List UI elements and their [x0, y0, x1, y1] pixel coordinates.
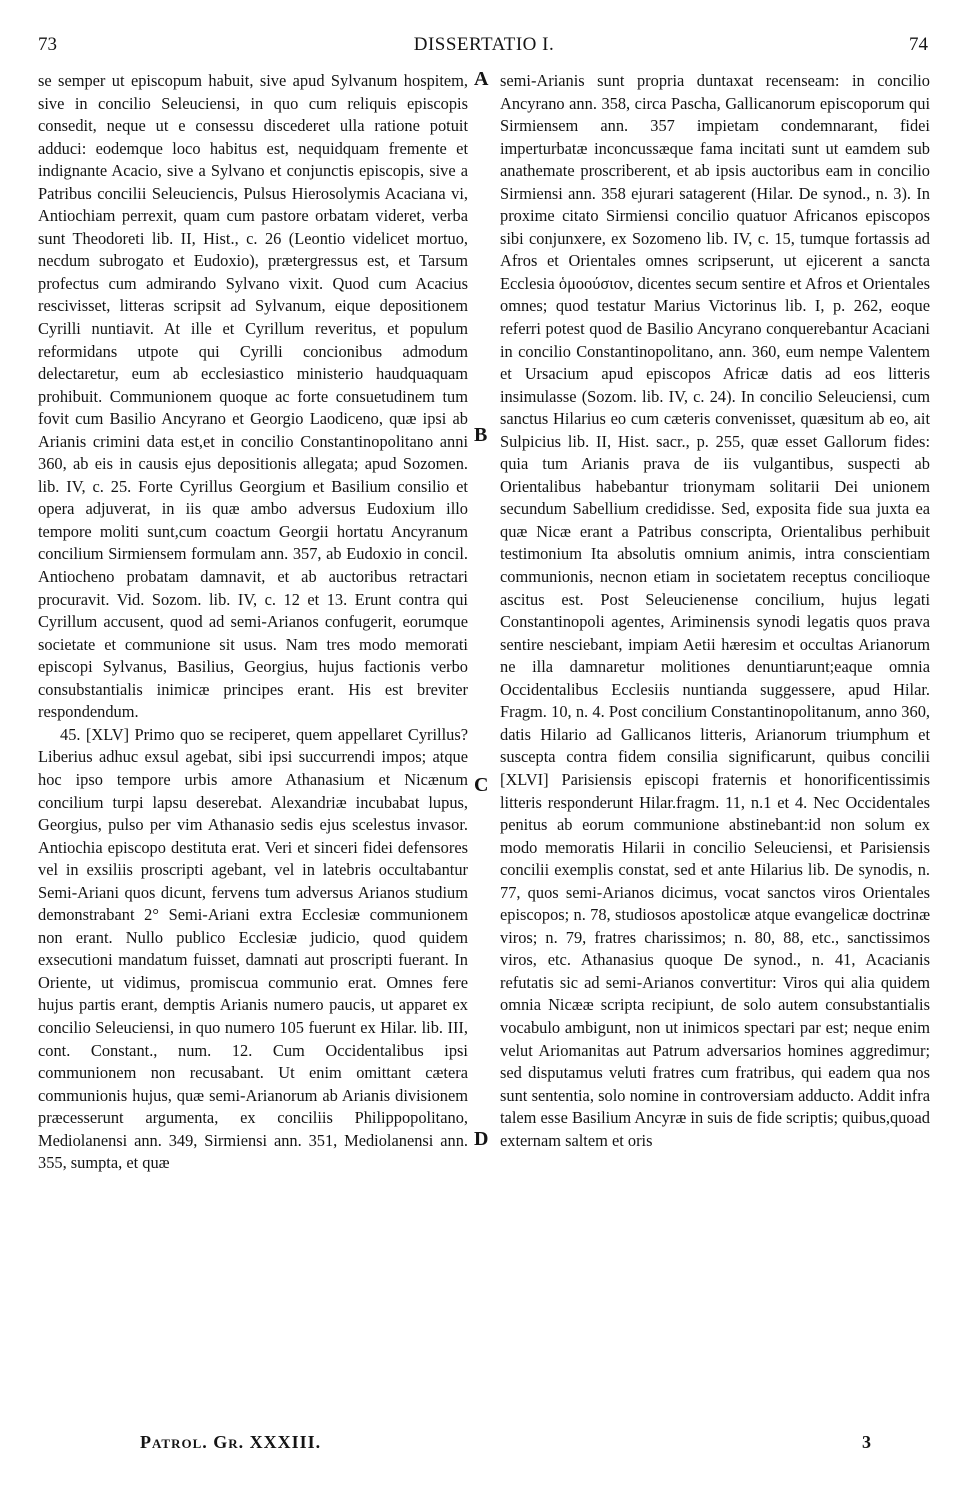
page-number-left: 73 [38, 34, 57, 55]
right-column [500, 70, 930, 1152]
footer-number: 3 [862, 1432, 871, 1452]
margin-marker-d: D [474, 1128, 489, 1150]
right-paragraph-1: semi-Arianis sunt propria duntaxat recenseam: in concilio Ancyrano ann. 358, circa Pascha, Gallicanorum episcoporum qui Sirmiensem ann. 357 impietam condemnarant, fidei imperturbatæ inconcussæque fama incitati sunt ut eamdem sub anathemate proscriberent, et ab ipsis auctoribus eam in concilio Sirmiensi ann. 358 ejurari satagerent (Hilar. De synod., n. 3). In proxime citato Sirmiensi concilio quatuor Africanos episcopos sibi conjunxere, ex Sozomeno lib. IV, c. 15, tumque fortassis ad Afros et Orientales omnes scripserunt, ut ejicerent a sancta Ecclesia ὁμοούσιον, dicentes secum sentire et Afros et Orientales omnes; quod testatur Marius Victorinus lib. I, p. 262, eoque referri potest quod de Basilio Ancyrano conquerebantur Acaciani in concilio Constantinopolitano, ann. 360, eum nempe Valentem et Ursacium apud episcopos Africæ datis ad eos litteris insimulasse (Sozom. lib. IV, c. 24). In concilio Seleuciensi, cum sanctus Hilarius eo cum cæteris convenisset, quæsitum ab eo, ait Sulpicius lib. II, Hist. sacr., p. 255, quæ esset Gallorum fides: quia tum Arianis prava de iis vulgantibus, suspecti ab Orientalibus habebantur trionymam solitarii Dei unionem secundum Sabellium credidisse. Sed, exposita fide sua juxta ea quæ Nicæ erant a Patribus conscripta, Orientalibus perhibuit testimonium Ita absolutis omnium animis, intra conscientiam communionis, necnon etiam in societatem receptus concilioque ascitus est. Post Seleucienense concilium, hujus legati Constantinopoli agentes, Ariminensis synodi legatis quos prava sentire nesciebant, impiam Aetii hæresim et occultas Arianorum ne illa damnaretur molitiones denuntiarunt;eaque omnia Occidentalibus Ecclesiis nuntianda suggessere, apud Hilar. Fragm. 10, n. 4. Post concilium Constantinopolitanum, anno 360, datis Hilario ad Gallicanos litteris, Arianorum triumphum et suscepta contra fidem consilia significarunt, quibus concilii [XLVI] Parisiensis episcopi fraternis et honorificentissimis litteris responderunt Hilar.fragm. 11, n.1 et 4. Nec Occidentales penitus ab eorum communione abstinebant:id non solum ex modo memoratis Hilarii in concilio Seleuciensi, et Parisiensis concilii exemplis constat, sed et ante Hilarius lib. De synodis, n. 77, quos semi-Arianos dicimus, vocat sanctos viros Orientales episcopos; n. 78, studiosos apostolicæ atque evangelicæ doctrinæ viros; n. 79, fratres charissimos; n. 80, 88, etc., sanctissimos viros, etc. Athanasius quoque De synod., n. 41, Acacianis refutatis sic ad semi-Arianos convertitur: Viros qui alia quidem omnia Nicææ scripta recipiunt, de solo autem consubstantialis vocabulo ambigunt, non ut inimicos spectari par est; neque enim velut Ariomanitas aut Patrum adversarios homines aggredimur; sed disputamus veluti fratres cum fratribus, qui eadem qua nos sunt sententia, solo nomine in controversiam adducto. Addit infra talem esse Basilium Ancyræ in suis de fide scriptis; quibus,quoad externam saltem et oris [500, 71, 930, 1150]
margin-marker-b: B [474, 424, 488, 446]
footer-signature: Patrol. Gr. XXXIII. [140, 1432, 322, 1452]
margin-marker-a: A [474, 68, 489, 90]
page-number-right: 74 [909, 34, 928, 55]
running-title: DISSERTATIO I. [413, 34, 555, 55]
left-paragraph-1: se semper ut episcopum habuit, sive apud Sylvanum hospitem, sive in concilio Seleuciensi, in quo cum reliquis episcopis consedit, neque ut e consessu discederet ulla ratione potuit adduci: eodemque loco habitus est, nequidquam fremente et indignante Acacio, sive a Sylvano et conjunctis episcopis, sive a Patribus concilii Seleuciencis, Pulsus Hierosolymis Acaciana vi, Antiochiam perrexit, quam cum pastore orbatam videret, verba sunt Theodoreti lib. II, Hist., c. 26 (Leontio videlicet mortuo, necdum subrogato et Eudoxio), prætergressus est, et Tarsum profectus cum admirando Sylvano vixit. Quod cum Acacius rescivisset, litteras scripsit ad Sylvanum, eique depositionem Cyrilli nuntiavit. At ille et Cyrillum reveritus, et populum reformidans utpote qui Cyrilli concionibus admodum delectaretur, eum ab ecclesiastico ministerio haudquaquam prohibuit. Communionem quoque ac forte consuetudinem tum fovit cum Basilio Ancyrano et Georgio Laodiceno, quæ ipsi ab Arianis crimini data est,et in concilio Constantinopolitano anni 360, ab eis in causis ejus depositionis allegata; apud Sozomen. lib. IV, c. 25. Forte Cyrillus Georgium et Basilium consilio et opera adjuverat, in iis quæ ambo adversus Eudoxium illo tempore moliti sunt,cum coactum Georgii hortatu Ancyranum concilium Sirmiensem formulam ann. 357, ab Eudoxio in concil. Antiocheno probatam damnavit, et ab auctoribus retractari procuravit. Vid. Sozom. lib. IV, c. 12 et 13. Erunt contra qui Cyrillum accusent, quod ad semi-Arianos confugerit, eorumque societate et communione sit usus. Nam tres modo memorati episcopi Sylvanus, Basilius, Georgius, hujus factionis verbo consubstantialis inimicæ principes erant. His est breviter respondendum. [38, 71, 468, 722]
left-paragraph-2: 45. [XLV] Primo quo se reciperet, quem appellaret Cyrillus? Liberius adhuc exsul agebat, sibi ipsi succurrendi impos; atque hoc ipso tempore urbis amore Athanasium et Nicænum concilium turpi lapsu deserebat. Alexandriæ incubabat lupus, Georgius, pulso per vim Athanasio sedis ejus scelestus invasor. Antiochia episcopo destituta erat. Veri et sinceri fidei defensores vel in exsiliis proscripti agebant, vel in latebris occultabantur Semi-Ariani quos dicunt, fervens tum adversus Arianos studium demonstrabant 2° Semi-Ariani extra Ecclesiæ communionem non erant. Nullo publico Ecclesiæ judicio, quod quidem exsecutioni mandatum fuisset, damnati aut proscripti fuerant. In Oriente, ut vidimus, promiscua communio erat. Omnes fere hujus partis erant, demptis Arianis numero paucis, ut apparet ex concilio Seleuciensi, in quo numero 105 fuerunt ex Hilar. lib. III, cont. Constant., num. 12. Cum Occidentalibus ipsi communionem non recusabant. Ut enim omittant cætera communionis hujus, quæ semi-Arianorum ab Arianis divisionem præcesserunt argumenta, ex conciliis Philippopolitano, Mediolanensi ann. 349, Sirmiensi ann. 351, Mediolanensi ann. 355, sumpta, et quæ [38, 724, 468, 1173]
margin-marker-c: C [474, 774, 489, 796]
left-column [38, 70, 468, 1175]
